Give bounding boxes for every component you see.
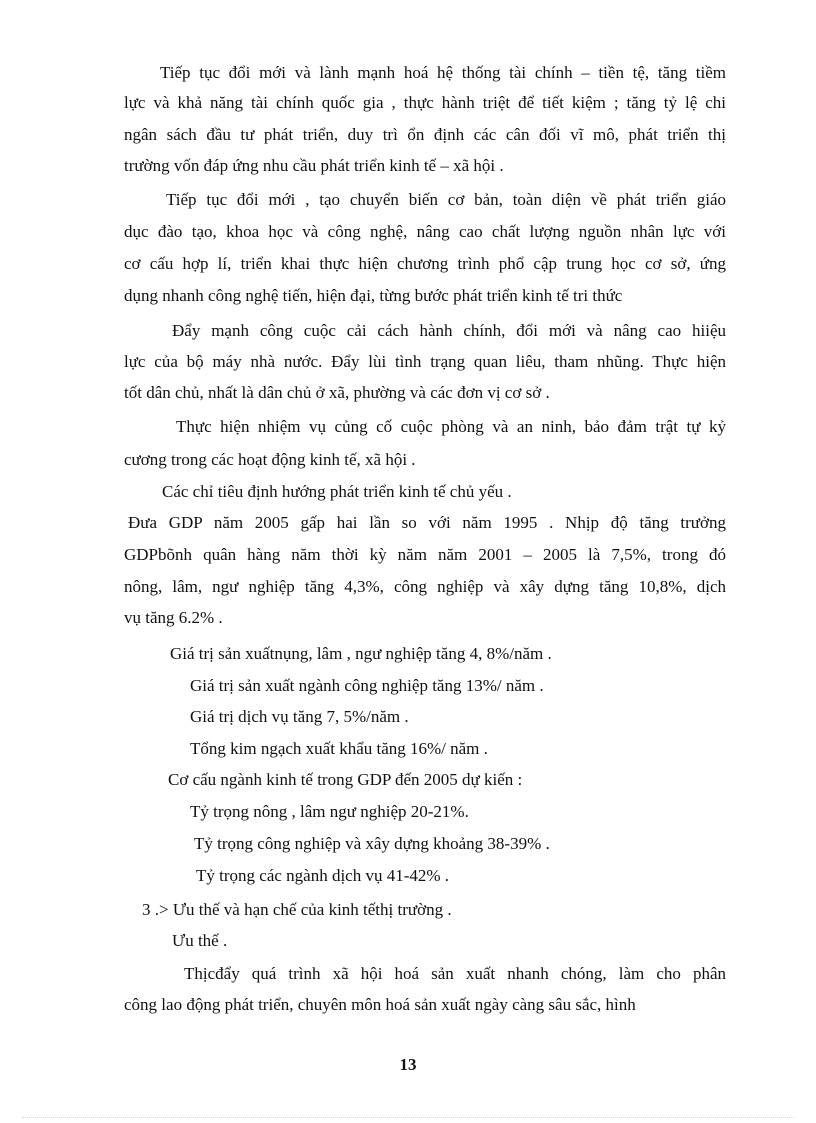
paragraph-line: Tiếp tục đổi mới , tạo chuyển biến cơ bản, toàn diện về phát triển giáo xyxy=(166,190,726,209)
paragraph-line: vụ tăng 6.2% . xyxy=(124,608,223,627)
list-item: Giá trị dịch vụ tăng 7, 5%/năm . xyxy=(190,707,409,726)
section-heading: 3 .> Ưu thế và hạn chế của kinh tếthị trường . xyxy=(142,900,452,919)
paragraph-line: tốt dân chủ, nhất là dân chủ ở xã, phường và các đơn vị cơ sở . xyxy=(124,383,550,402)
paragraph-line: lực của bộ máy nhà nước. Đẩy lùi tình trạng quan liêu, tham nhũng. Thực hiện xyxy=(124,352,726,371)
paragraph-line: dục đào tạo, khoa học và công nghệ, nâng cao chất lượng nguồn nhân lực với xyxy=(124,222,726,241)
paragraph-line: Tiếp tục đổi mới và lành mạnh hoá hệ thống tài chính – tiền tệ, tăng tiềm xyxy=(160,63,726,82)
paragraph-line: cương trong các hoạt động kinh tế, xã hội . xyxy=(124,450,416,469)
paragraph-line: Đưa GDP năm 2005 gấp hai lần so với năm 1995 . Nhịp độ tăng trưởng xyxy=(128,513,726,532)
list-item: Tổng kim ngạch xuất khẩu tăng 16%/ năm . xyxy=(190,739,488,758)
paragraph-line: ngân sách đầu tư phát triển, duy trì ổn định các cân đối vĩ mô, phát triển thị xyxy=(124,125,726,144)
paragraph-line: trường vốn đáp ứng nhu cầu phát triển kinh tế – xã hội . xyxy=(124,156,504,175)
list-item: Giá trị sản xuấtnụng, lâm , ngư nghiệp tăng 4, 8%/năm . xyxy=(170,644,552,663)
paragraph-line: cơ cấu hợp lí, triển khai thực hiện chương trình phổ cập trung học cơ sở, ứng xyxy=(124,254,726,273)
paragraph-line: lực và khả năng tài chính quốc gia , thực hành triệt để tiết kiệm ; tăng tỷ lệ chi xyxy=(124,93,726,112)
section-heading: Các chỉ tiêu định hướng phát triển kinh tế chủ yếu . xyxy=(162,482,512,501)
paragraph-line: dụng nhanh công nghệ tiến, hiện đại, từng bước phát triển kinh tế tri thức xyxy=(124,286,623,305)
paragraph-line: GDPbõnh quân hàng năm thời kỳ năm năm 2001 – 2005 là 7,5%, trong đó xyxy=(124,545,726,564)
list-item: Tỷ trọng nông , lâm ngư nghiệp 20-21%. xyxy=(190,802,469,821)
list-item: Tỷ trọng các ngành dịch vụ 41-42% . xyxy=(196,866,450,885)
list-item: Giá trị sản xuất ngành công nghiệp tăng 13%/ năm . xyxy=(190,676,544,695)
subsection-heading: Ưu thế . xyxy=(172,931,228,950)
paragraph-line: công lao động phát triển, chuyên môn hoá sản xuất ngày càng sâu sắc, hình xyxy=(124,995,636,1014)
paragraph-line: nông, lâm, ngư nghiệp tăng 4,3%, công nghiệp và xây dựng tăng 10,8%, dịch xyxy=(124,577,726,596)
list-item: Tỷ trọng công nghiệp và xây dựng khoảng 38-39% . xyxy=(194,834,550,853)
page-bottom-divider xyxy=(22,1117,794,1118)
paragraph-line: Thực hiện nhiệm vụ củng cố cuộc phòng và an ninh, bảo đảm trật tự kỷ xyxy=(176,417,726,436)
page-number: 13 xyxy=(399,1055,417,1074)
section-heading: Cơ cấu ngành kinh tế trong GDP đến 2005 dự kiến : xyxy=(168,770,523,789)
paragraph-line: Thịcđẩy quá trình xã hội hoá sản xuất nhanh chóng, làm cho phân xyxy=(184,964,726,983)
paragraph-line: Đẩy mạnh công cuộc cải cách hành chính, đổi mới và nâng cao hiiệu xyxy=(172,321,726,340)
